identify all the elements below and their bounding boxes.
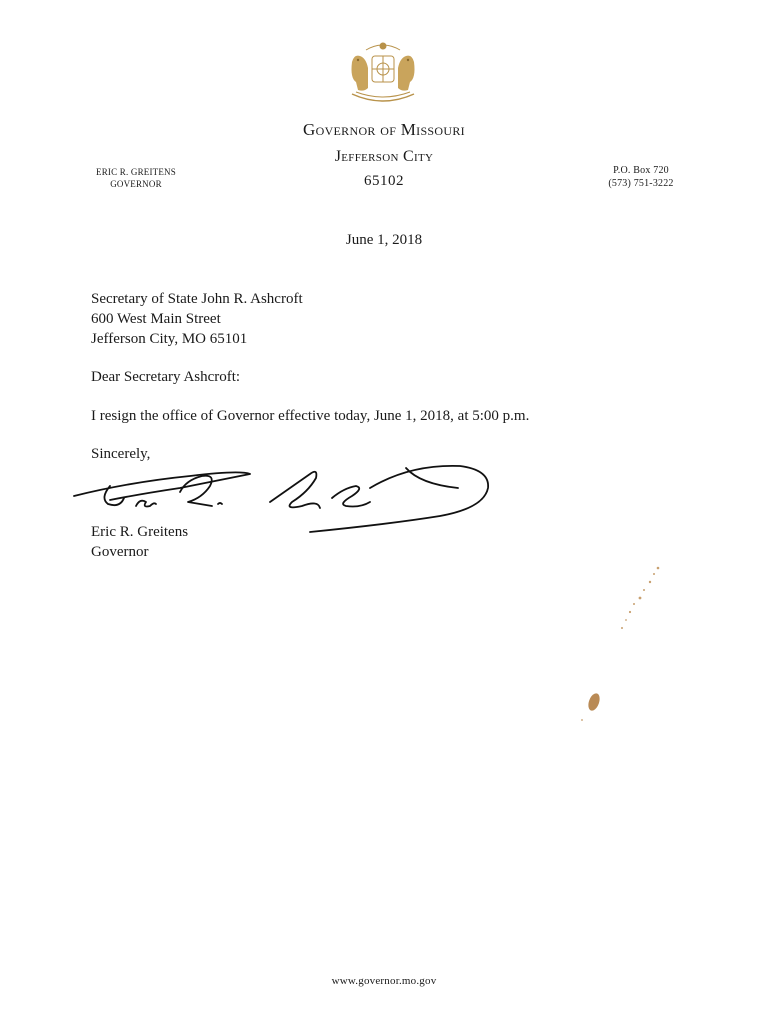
office-city: Jefferson City — [334, 148, 434, 165]
paper-stain-marks — [570, 560, 670, 730]
office-title: Governor of Missouri — [303, 120, 465, 139]
phone-number: (573) 751-3222 — [608, 178, 674, 189]
po-box: P.O. Box 720 — [613, 165, 669, 176]
letterhead-left-block — [86, 166, 186, 190]
signer-name: Eric R. Greitens — [91, 524, 189, 540]
recipient-line: Secretary of State John R. Ashcroft — [91, 291, 303, 307]
letterhead-name: ERIC R. GREITENS — [96, 167, 176, 177]
recipient-address — [91, 289, 303, 349]
letterhead-role: GOVERNOR — [110, 179, 162, 189]
salutation: Dear Secretary Ashcroft: — [91, 369, 241, 385]
office-zip: 65102 — [364, 173, 404, 189]
recipient-line: 600 West Main Street — [91, 311, 221, 327]
recipient-line: Jefferson City, MO 65101 — [91, 331, 248, 347]
closing: Sincerely, — [91, 446, 151, 462]
signer-title: Governor — [91, 544, 149, 560]
footer-website: www.governor.mo.gov — [331, 975, 437, 987]
letter-body: I resign the office of Governor effective today, June 1, 2018, at 5:00 p.m. — [91, 408, 530, 424]
letter-date: June 1, 2018 — [345, 232, 423, 248]
letterhead-right-block — [596, 164, 686, 190]
signer-block — [91, 522, 188, 562]
missouri-state-seal-icon — [344, 38, 422, 110]
